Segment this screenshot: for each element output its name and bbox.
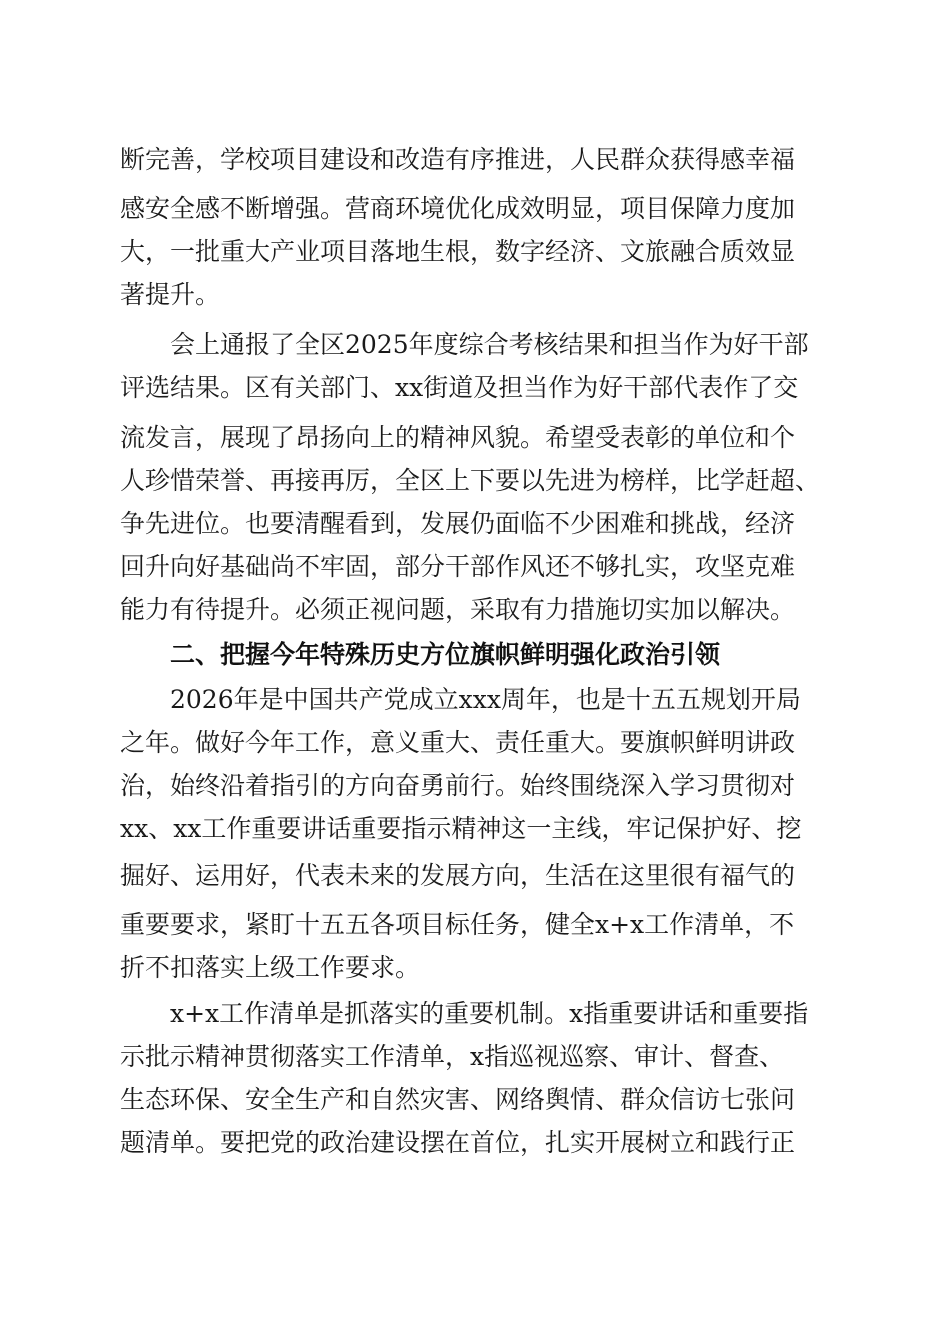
- body-line: 评选结果。区有关部门、xx街道及担当作为好干部代表作了交: [120, 373, 799, 402]
- body-line: 之年。做好今年工作，意义重大、责任重大。要旗帜鲜明讲政: [120, 728, 796, 757]
- paragraph-first-line: 会上通报了全区2025年度综合考核结果和担当作为好干部: [170, 330, 809, 359]
- body-line: 大，一批重大产业项目落地生根，数字经济、文旅融合质效显: [120, 237, 796, 266]
- body-line: 重要要求，紧盯十五五各项目标任务，健全x+x工作清单，不: [120, 910, 795, 939]
- body-line: 能力有待提升。必须正视问题，采取有力措施切实加以解决。: [120, 595, 796, 624]
- body-line: 折不扣落实上级工作要求。: [120, 953, 421, 982]
- body-line: 争先进位。也要清醒看到，发展仍面临不少困难和挑战，经济: [120, 509, 796, 538]
- body-line: 断完善，学校项目建设和改造有序推进，人民群众获得感幸福: [120, 145, 796, 174]
- paragraph-first-line: x+x工作清单是抓落实的重要机制。x指重要讲话和重要指: [170, 999, 809, 1028]
- body-line: 题清单。要把党的政治建设摆在首位，扎实开展树立和践行正: [120, 1128, 796, 1157]
- body-line: 著提升。: [120, 280, 221, 309]
- body-line: 流发言，展现了昂扬向上的精神风貌。希望受表彰的单位和个: [120, 423, 796, 452]
- body-line: 治，始终沿着指引的方向奋勇前行。始终围绕深入学习贯彻对: [120, 771, 796, 800]
- body-line: 生态环保、安全生产和自然灾害、网络舆情、群众信访七张问: [120, 1085, 796, 1114]
- body-line: 回升向好基础尚不牢固，部分干部作风还不够扎实，攻坚克难: [120, 552, 796, 581]
- body-line: 人珍惜荣誉、再接再厉，全区上下要以先进为榜样，比学赶超、: [120, 466, 821, 495]
- body-line: xx、xx工作重要讲话重要指示精神这一主线，牢记保护好、挖: [120, 814, 802, 843]
- paragraph-first-line: 2026年是中国共产党成立xxx周年，也是十五五规划开局: [170, 685, 801, 714]
- section-heading: 二、把握今年特殊历史方位旗帜鲜明强化政治引领: [170, 640, 721, 669]
- body-line: 掘好、运用好，代表未来的发展方向，生活在这里很有福气的: [120, 861, 796, 890]
- body-line: 示批示精神贯彻落实工作清单，x指巡视巡察、审计、督查、: [120, 1042, 785, 1071]
- body-line: 感安全感不断增强。营商环境优化成效明显，项目保障力度加: [120, 194, 796, 223]
